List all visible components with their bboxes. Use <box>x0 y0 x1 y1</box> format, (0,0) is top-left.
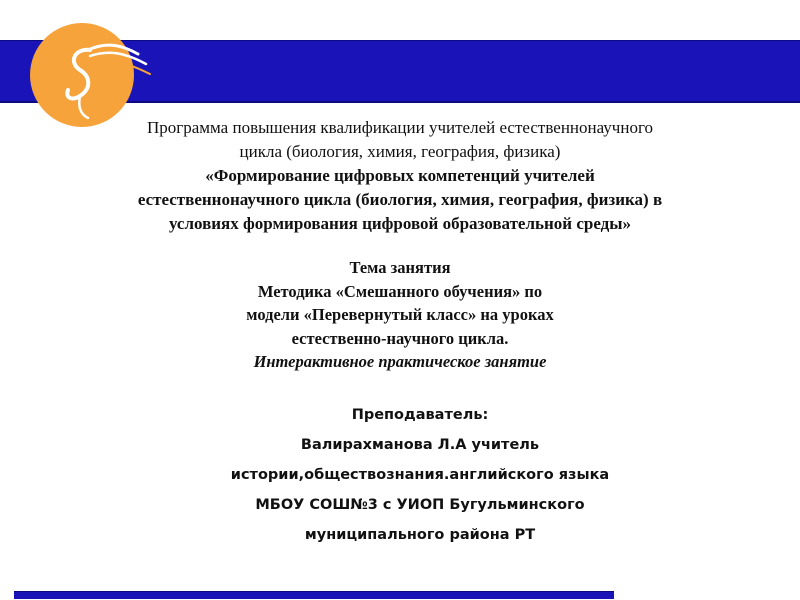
teacher-line: МБОУ СОШ№3 с УИОП Бугульминского <box>255 497 585 513</box>
teacher-line: истории,обществознания.английского языка <box>230 467 610 483</box>
program-title-line: естественнонаучного цикла (биология, химия, география, физика) в <box>137 190 663 209</box>
program-line: цикла (биология, химия, география, физика) <box>239 142 561 161</box>
program-title-line: условиях формирования цифровой образовательной среды» <box>168 214 632 233</box>
topic-line: модели «Перевернутый класс» на уроках <box>246 305 554 324</box>
topic-line: Методика «Смешанного обучения» по <box>257 281 543 301</box>
program-line: Программа повышения квалификации учителей естественнонаучного <box>146 118 653 137</box>
program-title-line: «Формирование цифровых компетенций учителей <box>205 166 595 185</box>
topic-heading: Тема занятия <box>349 258 451 277</box>
program-block <box>0 116 800 236</box>
teacher-label: Преподаватель: <box>351 407 489 423</box>
teacher-line: Валирахманова Л.А учитель <box>300 437 540 453</box>
topic-line: естественно-научного цикла. <box>291 328 509 348</box>
teacher-block <box>170 400 670 550</box>
teacher-line: муниципального района РТ <box>304 527 536 543</box>
topic-block <box>150 256 650 374</box>
topic-format: Интерактивное практическое занятие <box>253 352 547 371</box>
footer-band <box>14 591 614 599</box>
